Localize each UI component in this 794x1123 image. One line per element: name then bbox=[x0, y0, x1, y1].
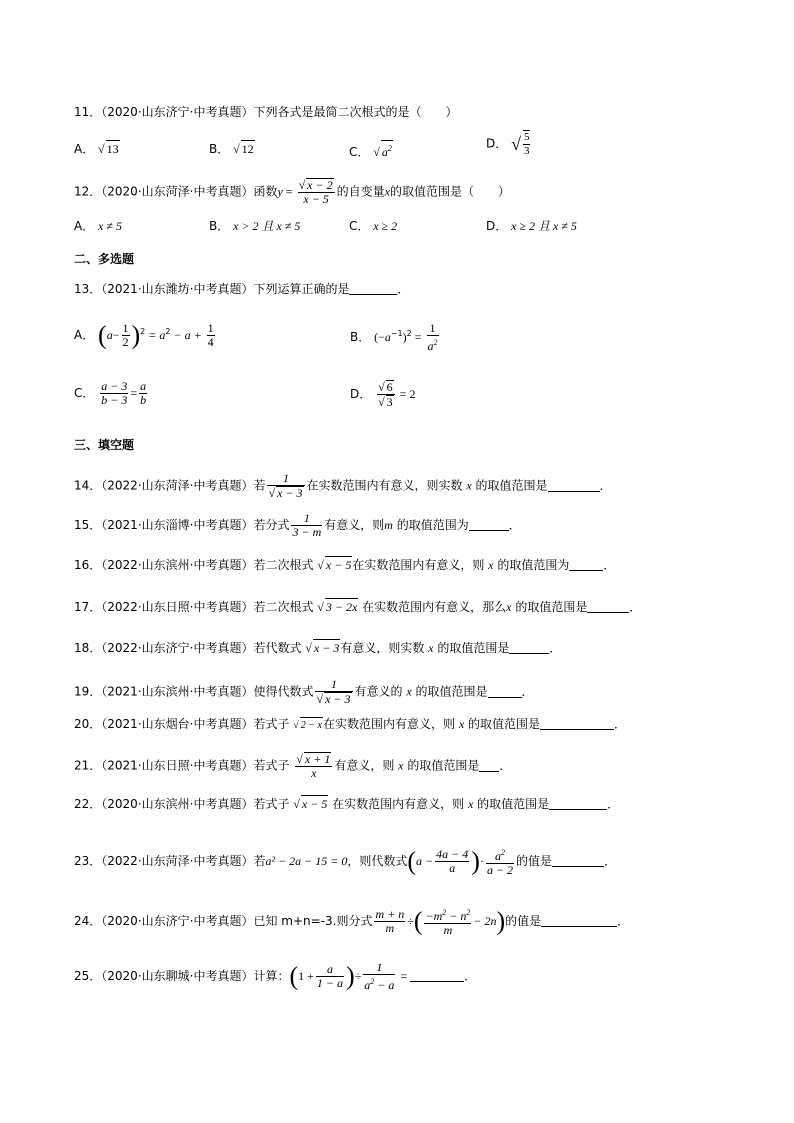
section-heading-fill-in: 三、填空题 bbox=[74, 438, 135, 452]
question-20: 20．（2021·山东烟台·中考真题）若式子 √ 2 − x在实数范围内有意义，则 x 的取值范围是 ． bbox=[74, 716, 626, 734]
question-13: 13．（2021·山东潍坊·中考真题）下列运算正确的是 ． bbox=[74, 282, 410, 296]
question-source: （2020·山东济宁·中考真题） bbox=[101, 105, 254, 119]
q13-option-b: B． $(-a^{-1})^2$ = $\frac{1}{a^2}$ bbox=[350, 321, 438, 353]
q12-option-d: D． x ≥ 2 且 x ≠ 5 bbox=[486, 219, 577, 233]
question-17: 17．（2022·山东日照·中考真题）若二次根式 √ 3 − 2x 在实数范围内有意义，那么x 的取值范围是 ． bbox=[74, 600, 642, 614]
question-19: 19．（2021·山东滨州·中考真题）使得代数式 $\frac{1}{√ x - 3}$ 有意义的 x 的取值范围是 ． bbox=[74, 677, 534, 706]
question-text: 下列各式是最简二次根式的是（ ） bbox=[253, 105, 458, 119]
question-25: 25．（2020·山东聊城·中考真题）计算：(1 + $\frac{a}{1 - a}$ )÷ $\frac{1}{a^2 - a}$ = ． bbox=[74, 960, 477, 992]
question-11 bbox=[74, 104, 457, 120]
q13-option-a: A． (a− $\frac{1}{2}$ )$^2 = a^2 - a$ + $\frac{1}{4}$ bbox=[74, 320, 214, 350]
question-21: 21．（2021·山东日照·中考真题）若式子 $\frac{√ x + 1}{x}$ 有意义，则 x 的取值范围是 ． bbox=[74, 752, 512, 780]
q11-option-a: A． √ 13 bbox=[74, 142, 119, 156]
q12-option-c: C． x ≥ 2 bbox=[349, 219, 398, 233]
q11-option-b: B． √ 12 bbox=[209, 142, 254, 156]
question-12: 12．（2020·山东菏泽·中考真题）函数y = $\frac{√ x - 2}{x - 5}$ 的自变量x的取值范围是（ ） bbox=[74, 178, 510, 206]
question-15: 15．（2021·山东淄博·中考真题）若分式 $\frac{1}{3 - m}$ 有意义，则m 的取值范围为 ． bbox=[74, 511, 521, 539]
question-16: 16．（2022·山东滨州·中考真题）若二次根式 √ x − 5在实数范围内有意义，则 x 的取值范围为 ． bbox=[74, 558, 616, 572]
q12-option-a: A． x ≠ 5 bbox=[74, 219, 122, 233]
section-heading-multiple-choice: 二、多选题 bbox=[74, 252, 135, 266]
question-24: 24．（2020·山东济宁·中考真题）已知 m+n=-3.则分式 $\frac{m + n}{m}$ ÷( $\frac{-m^2 - n^2}{m}$ − 2n)的值是 ． bbox=[74, 906, 630, 937]
q13-option-c: C． $\frac{a - 3}{b - 3}$ = $\frac{a}{b}$ bbox=[74, 379, 147, 407]
question-22: 22．（2020·山东滨州·中考真题）若式子 √ x − 5 在实数范围内有意义，则 x 的取值范围是 ． bbox=[74, 797, 620, 811]
q12-option-b: B． x > 2 且 x ≠ 5 bbox=[209, 219, 301, 233]
question-23: 23．（2022·山东菏泽·中考真题）若a² − 2a − 15 = 0，则代数式(a − $\frac{4a - 4}{a}$ )· $\frac{a^2}{a - 2}$ 的值是 ． bbox=[74, 846, 617, 877]
q13-option-d: D． $\frac{√ 6}{√ 3}$ = 2 bbox=[350, 380, 416, 409]
q11-option-c: C． √ $a^2$ bbox=[349, 140, 393, 160]
question-number: 11． bbox=[74, 105, 102, 119]
q11-option-d: D． √ $\frac{5}{3}$ bbox=[486, 131, 530, 157]
question-18: 18．（2022·山东济宁·中考真题）若代数式 √ x − 3有意义，则实数 x 的取值范围是 ． bbox=[74, 641, 562, 655]
question-14: 14．（2022·山东菏泽·中考真题）若 $\frac{1}{√ x - 3}$ 在实数范围内有意义，则实数 x 的取值范围是 ． bbox=[74, 471, 612, 500]
